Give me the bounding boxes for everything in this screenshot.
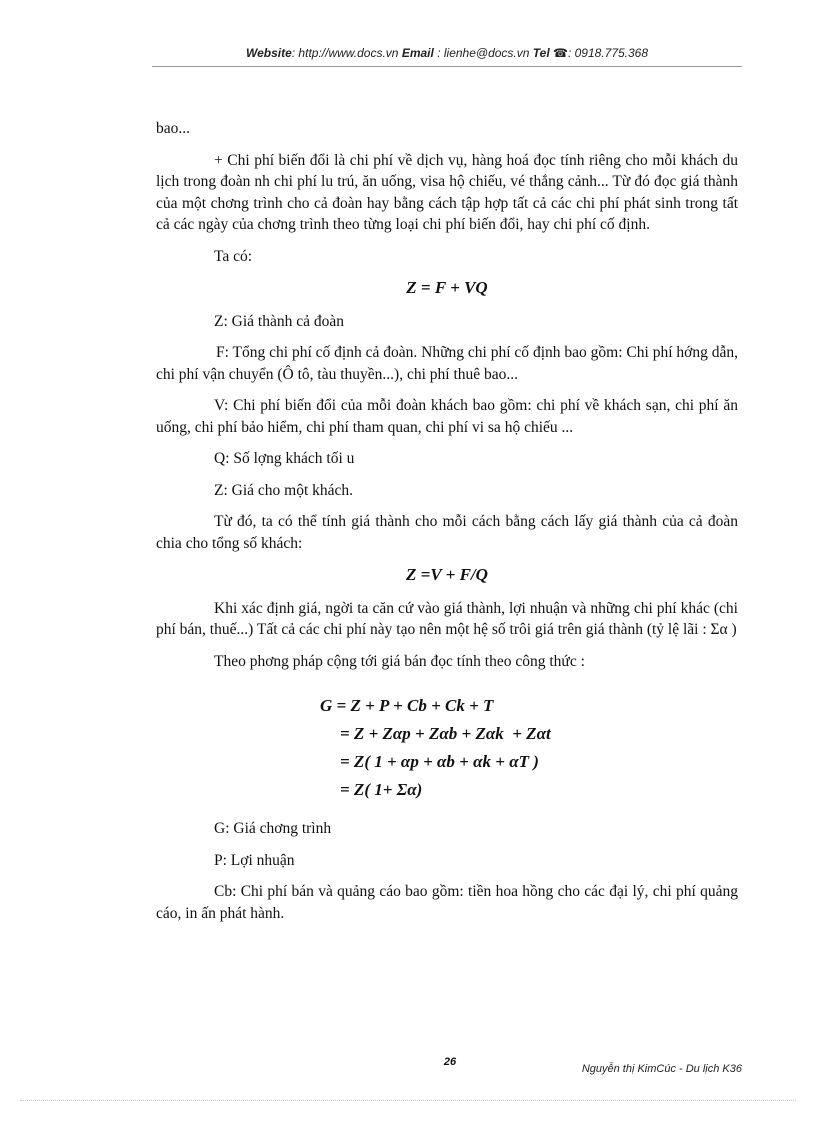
formula-line: G = Z + P + Cb + Ck + T [320, 696, 494, 715]
paragraph: Q: Số lợng khách tối u [214, 450, 355, 467]
website-label: Website [245, 46, 292, 60]
email-value: : lienhe@docs.vn [437, 46, 530, 60]
paragraph: Từ đó, ta có thể tính giá thành cho mỗi cách bằng cách lấy giá thành của cả đoàn chia cho tổng số khách: [156, 513, 738, 552]
formula-line: = Z( 1+ Σα) [340, 780, 423, 799]
paragraph: Cb: Chi phí bán và quảng cáo bao gồm: tiền hoa hồng cho các đại lý, chi phí quảng cáo, in ấn phát hành. [156, 883, 738, 922]
document-body [156, 118, 738, 934]
paragraph: + Chi phí biến đổi là chi phí về dịch vụ, hàng hoá đọc tính riêng cho mỗi khách du lịch trong đoàn nh chi phí lu trú, ăn uống, visa hộ chiếu, vé thắng cảnh... Từ đó đọc giá thành của một chơng trình cho cả đoàn hay bằng cách tập hợp tất cả các chi phí phát sinh trong tất cả các ngày của chơng trình theo từng loại chi phí biến đổi, hay chi phí cố định. [156, 151, 738, 233]
paragraph: bao... [156, 120, 191, 137]
footer-author: Nguyễn thị KimCúc - Du lịch K36 [581, 1063, 742, 1075]
tel-value: : 0918.775.368 [567, 46, 649, 60]
paragraph: Khi xác định giá, ngời ta căn cứ vào giá thành, lợi nhuận và những chi phí khác (chi phí bán, thuế...) Tất cả các chi phí này tạo nên một hệ số trôi giá trên giá thành (tỷ lệ lãi : Σα ) [156, 599, 738, 638]
formula-price-block [320, 692, 738, 804]
paragraph: Ta có: [214, 247, 253, 265]
page-bottom-divider [20, 1100, 796, 1101]
page-header [152, 46, 742, 60]
formula-unit-cost: Z =V + F/Q [406, 565, 488, 584]
email-label: Email [401, 46, 434, 60]
tel-label: Tel ☎ [532, 46, 568, 60]
paragraph: F: Tổng chi phí cố định cả đoàn. Những chi phí cố định bao gồm: Chi phí hớng dẫn, chi phí vận chuyển (Ô tô, tàu thuyền...), chi phí thuê bao... [156, 344, 738, 383]
page-number: 26 [443, 1056, 457, 1068]
paragraph: Z: Giá cho một khách. [214, 481, 354, 499]
paragraph: Theo phơng pháp cộng tới giá bán đọc tính theo công thức : [214, 652, 585, 670]
formula-line: = Z + Zαp + Zαb + Zαk + Zαt [340, 724, 551, 743]
website-value: : http://www.docs.vn [291, 46, 399, 60]
paragraph: Z: Giá thành cả đoàn [214, 312, 344, 330]
paragraph: P: Lợi nhuận [214, 851, 295, 869]
paragraph: V: Chi phí biến đổi của mỗi đoàn khách bao gồm: chi phí về khách sạn, chi phí ăn uống, chi phí bảo hiểm, chi phí tham quan, chi phí vi sa hộ chiếu ... [156, 397, 738, 436]
formula-line: = Z( 1 + αp + αb + αk + αT ) [340, 752, 539, 771]
paragraph: G: Giá chơng trình [214, 820, 332, 837]
header-divider [152, 66, 742, 67]
formula-total-cost: Z = F + VQ [406, 278, 488, 297]
